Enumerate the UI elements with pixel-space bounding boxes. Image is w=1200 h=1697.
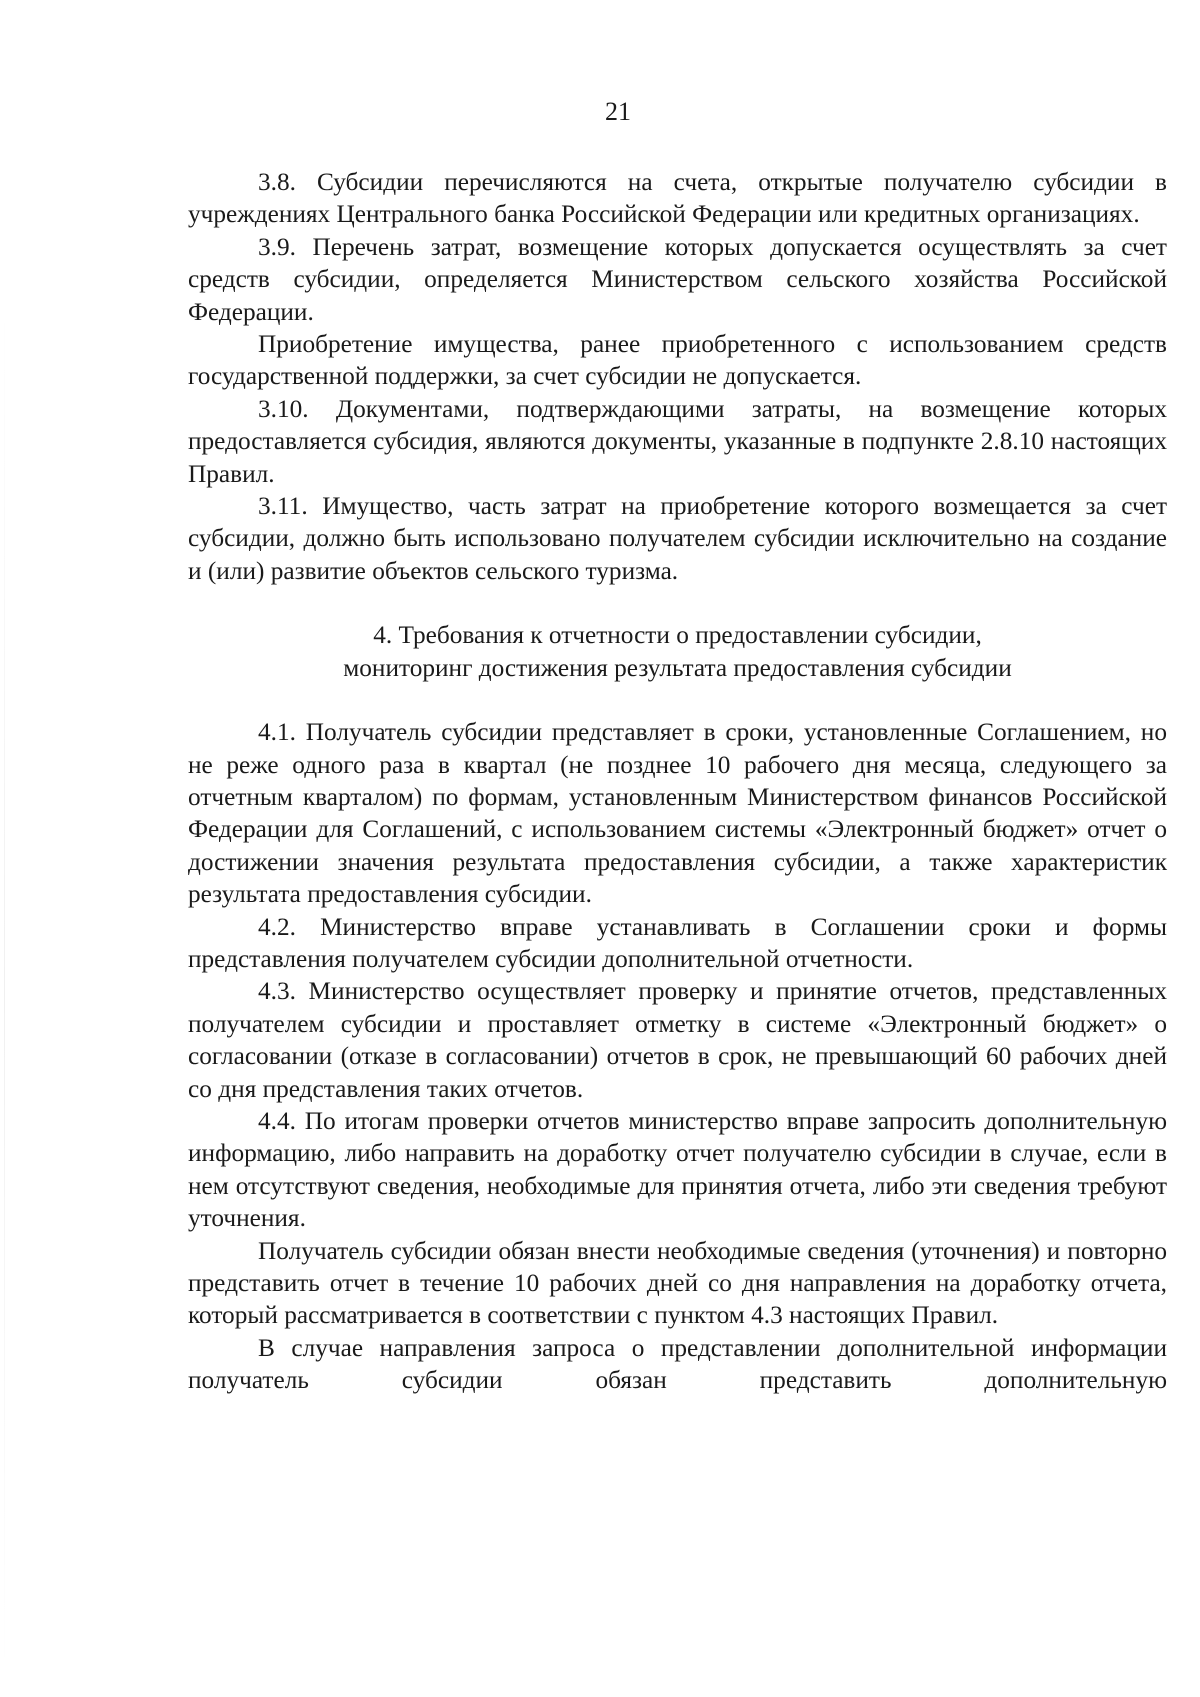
section-heading-line-1: 4. Требования к отчетности о предоставлении субсидии, — [373, 621, 982, 650]
paragraph-property-acquisition: Приобретение имущества, ранее приобретенного с использованием средств государственной поддержки, за счет субсидии не допускается. — [188, 330, 1167, 391]
page-number: 21 — [605, 97, 631, 126]
section-heading-line-2: мониторинг достижения результата предоставления субсидии — [343, 653, 1012, 682]
paragraph-recipient-obligation: Получатель субсидии обязан внести необходимые сведения (уточнения) и повторно представить отчет в течение 10 рабочих дней со дня направления на доработку отчета, который рассматривается в соответствии с пунктом 4.3 настоящих Правил. — [188, 1236, 1167, 1330]
document-body — [188, 166, 1167, 1397]
paragraph-additional-info-request: В случае направления запроса о представлении дополнительной информации получатель субсидии обязан представить дополнительную — [188, 1333, 1167, 1395]
scan-edge-shadow — [4, 300, 5, 1680]
paragraph-3-8: 3.8. Субсидии перечисляются на счета, открытые получателю субсидии в учреждениях Центрального банка Российской Федерации или кредитных организациях. — [188, 168, 1167, 229]
paragraph-4-1: 4.1. Получатель субсидии представляет в сроки, установленные Соглашением, но не реже одного раза в квартал (не позднее 10 рабочего дня месяца, следующего за отчетным кварталом) по формам, установленным Министерством финансов Российской Федерации для Соглашений, с использованием системы «Электронный бюджет» отчет о достижении значения результата предоставления субсидии, а также характеристик результата предоставления субсидии. — [188, 718, 1167, 909]
paragraph-3-10: 3.10. Документами, подтверждающими затраты, на возмещение которых предоставляется субсидия, являются документы, указанные в подпункте 2.8.10 настоящих Правил. — [188, 394, 1167, 488]
paragraph-3-9: 3.9. Перечень затрат, возмещение которых допускается осуществлять за счет средств субсидии, определяется Министерством сельского хозяйства Российской Федерации. — [188, 232, 1167, 326]
section-4-heading — [188, 619, 1167, 684]
paragraph-3-11: 3.11. Имущество, часть затрат на приобретение которого возмещается за счет субсидии, должно быть использовано получателем субсидии исключительно на создание и (или) развитие объектов сельского туризма. — [188, 492, 1167, 585]
paragraph-4-2: 4.2. Министерство вправе устанавливать в Соглашении сроки и формы представления получателем субсидии дополнительной отчетности. — [188, 912, 1167, 973]
paragraph-4-4: 4.4. По итогам проверки отчетов министерство вправе запросить дополнительную информацию, либо направить на доработку отчет получателю субсидии в случае, если в нем отсутствуют сведения, необходимые для принятия отчета, либо эти сведения требуют уточнения. — [188, 1106, 1167, 1233]
paragraph-4-3: 4.3. Министерство осуществляет проверку и принятие отчетов, представленных получателем субсидии и проставляет отметку в системе «Электронный бюджет» о согласовании (отказе в согласовании) отчетов в срок, не превышающий 60 рабочих дней со дня представления таких отчетов. — [188, 977, 1167, 1103]
